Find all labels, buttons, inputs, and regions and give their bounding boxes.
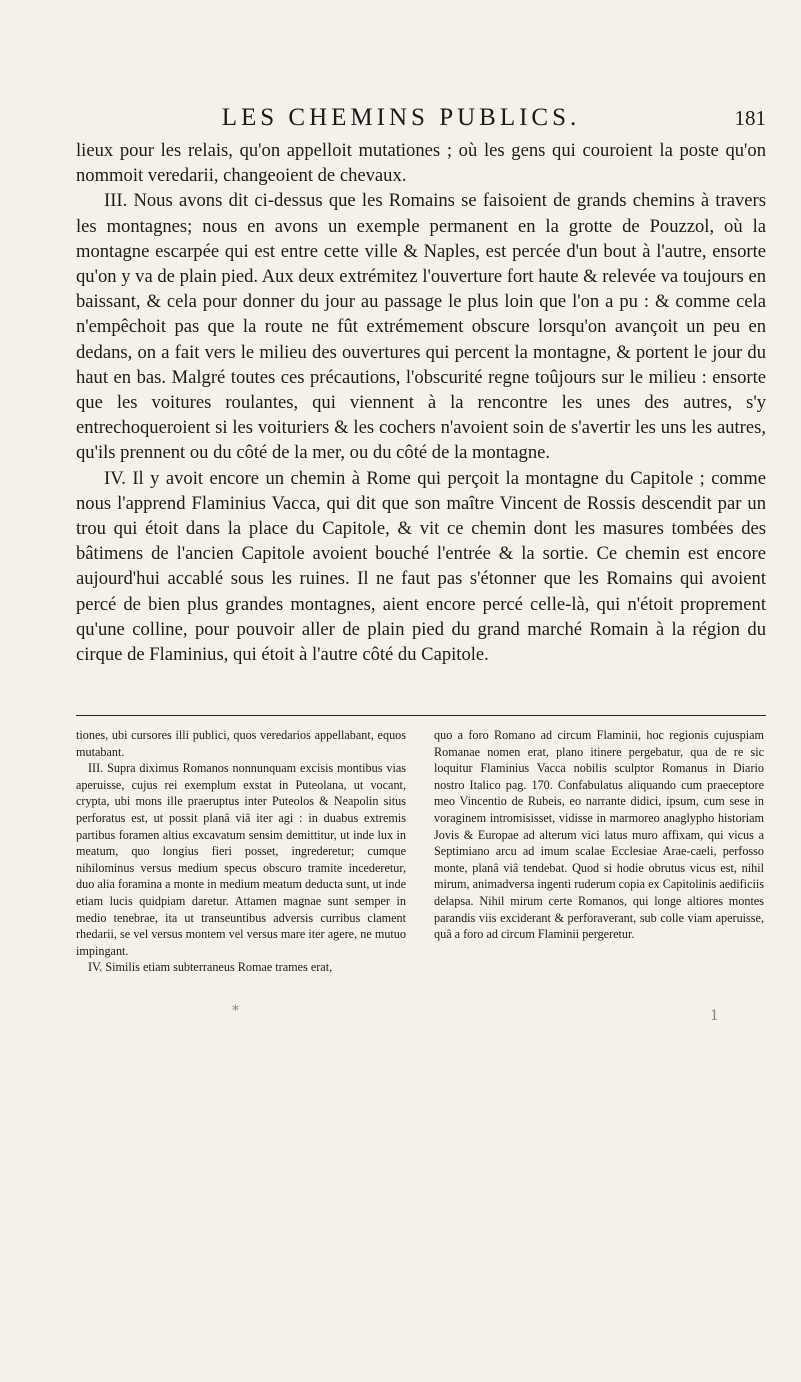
main-paragraph: lieux pour les relais, qu'on appelloit mutationes ; où les gens qui couroient la poste qu'on nommoit veredarii, changeoient de chevaux. — [76, 140, 766, 187]
main-text-block — [76, 138, 766, 667]
running-title: LES CHEMINS PUBLICS. — [221, 104, 581, 131]
main-paragraph: IV. Il y avoit encore un chemin à Rome qui perçoit la montagne du Capitole ; comme nous l'apprend Flaminius Vacca, qui dit que son maître Vincent de Rossis descendit par un trou qui étoit dans la place du Capitole, & vit ce chemin dont les masures tombées des bâtimens de l'ancien Capitole avoient bouché l'entrée & la sortie. Ce chemin est encore aujourd'hui accablé sous les ruines. Il ne faut pas s'étonner que les Romains qui avoient percé de bien plus grandes montagnes, aient encore percé celle-là, qui n'étoit proprement qu'une colline, pour pouvoir aller de plain pied du grand marché Romain à la région du cirque de Flaminius, qui étoit à l'autre côté du Capitole. — [76, 467, 766, 666]
footnote-paragraph: quo a foro Romano ad circum Flaminii, hoc regionis cujuspiam Romanae nomen erat, plano itinere pergebatur, qua de re sic loquitur Flaminius Vacca nobilis sculptor Romanus in Diario nostro Italico pag. 170. Confabulatus aliquando cum praeceptore meo Vincentio de Rubeis, eo narrante didici, ipsum, cum sese in voraginem intromisisset, vidisse in marmoreo anaglypho historiam Jovis & Europae ad alterum vici latus muro affixam, qui vicus a Septimiano arcu ad imum scalae Ecclesiae Arae-caeli, perfosso monte, planâ viâ tendebat. Quod si hodie obrutus vicus est, nihil mirum, animadversa ingenti ruderum copia ex Capitolinis aedificiis delapsa. Nihil mirum certe Romanos, qui longe altiores montes parandis viis exciderant & perforaverant, sub colle viam aperuisse, quâ a foro ad circum Flaminii pergeretur. — [434, 728, 764, 942]
footnotes-right-column — [434, 727, 764, 943]
page-header — [76, 104, 766, 138]
main-paragraph: III. Nous avons dit ci-dessus que les Romains se faisoient de grands chemins à travers les montagnes; nous en avons un exemple permanent en la grotte de Pouzzol, où la montagne escarpée qui est entre cette ville & Naples, est percée d'un bout à l'autre, ensorte qu'on y va de plain pied. Aux deux extrémitez l'ouverture fort haute & relevée va toujours en baissant, & cela pour donner du jour au passage le plus loin que l'on a pu : & comme cela n'empêchoit pas que la route ne fût extrémement obscure lorsqu'on avançoit un peu en dedans, on a fait vers le milieu des ouvertures qui percent la montagne, & portent le jour du haut en bas. Malgré toutes ces précautions, l'obscurité regne toûjours sur le milieu : ensorte que les voitures roulantes, qui viennent à la rencontre les unes des autres, s'y entrechoqueroient si les voituriers & les cochers n'avoient soin de s'avertir les uns les autres, qu'ils prennent ou du côté de la mer, ou du côté de la montagne. — [76, 190, 766, 464]
footnote-paragraph: IV. Similis etiam subterraneus Romae trames erat, — [88, 960, 333, 975]
stray-asterisk-mark: * — [232, 1003, 239, 1019]
footnote-paragraph: tiones, ubi cursores illi publici, quos veredarios appellabant, equos mutabant. — [76, 728, 406, 759]
page-number: 181 — [734, 106, 766, 130]
footnotes-left-column — [76, 727, 406, 976]
footnote-separator-rule — [76, 715, 766, 716]
footnote-paragraph: III. Supra diximus Romanos nonnunquam excisis montibus vias aperuisse, cujus rei exemplum exstat in Puteolana, ut vocant, crypta, ubi mons ille praeruptus inter Puteolos & Neapolin situs perforatus est, ut possit planâ viâ iter agi : in duabus extremis partibus foramen altius excavatum sensim demittitur, ut inde lux in meatum, quo longius fieri posset, ingrederetur; cumque nihilominus versus medium specus obscuro tramite incederetur, duo alia foramina a monte in medium meatum deducta sunt, ut inde etiam lucis quidpiam daretur. Attamen magnae sunt semper in medio tenebrae, ita ut transeuntibus adversis curribus clament rhedarii, se vel versus montem vel versus mare iter agere, ne mutuo impingant. — [76, 761, 406, 958]
stray-digit-mark: 1 — [710, 1008, 719, 1024]
